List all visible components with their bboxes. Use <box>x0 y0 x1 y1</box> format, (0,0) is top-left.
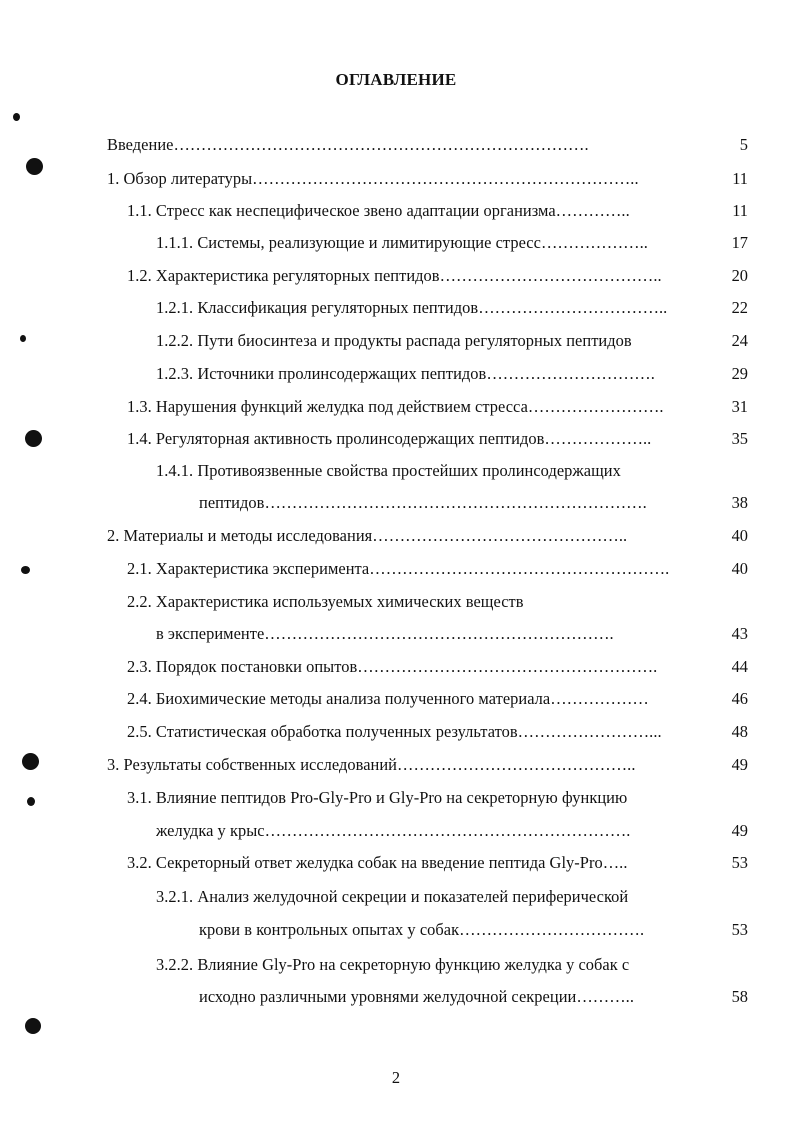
toc-entry-label: в эксперименте………………………………………………………. <box>156 624 614 643</box>
toc-entry-label: 1.2. Характеристика регуляторных пептидов………………………………….. <box>127 266 662 285</box>
toc-entry-page: 53 <box>731 853 748 872</box>
toc-entry-label: крови в контрольных опытах у собак……………………………. <box>199 920 645 939</box>
scan-speck <box>20 335 26 342</box>
toc-entry-page: 24 <box>731 331 748 350</box>
toc-entry-label: 1.3. Нарушения функций желудка под действием стресса……………………. <box>127 397 664 416</box>
toc-entry-page: 43 <box>731 624 748 643</box>
toc-entry-page: 17 <box>731 233 748 252</box>
toc-entry-page: 31 <box>731 397 748 416</box>
toc-entry-page: 11 <box>732 169 748 188</box>
toc-entry <box>0 886 792 910</box>
scan-speck <box>27 797 35 806</box>
toc-entry <box>0 820 792 844</box>
toc-entry-label: 2.1. Характеристика эксперимента………………………………………………. <box>127 559 670 578</box>
toc-entry-label: 1.2.1. Классификация регуляторных пептидов…………………………….. <box>156 298 668 317</box>
toc-entry <box>0 232 792 256</box>
toc-entry <box>0 297 792 321</box>
toc-entry <box>0 721 792 745</box>
toc-entry-label: 2.3. Порядок постановки опытов………………………………………………. <box>127 657 658 676</box>
toc-entry-page: 29 <box>731 364 748 383</box>
toc-entry-label: 1.1. Стресс как неспецифическое звено адаптации организма………….. <box>127 201 630 220</box>
punch-hole-mark <box>26 158 43 175</box>
toc-entry-page: 40 <box>731 559 748 578</box>
toc-entry <box>0 656 792 680</box>
page-number: 2 <box>391 1068 401 1087</box>
toc-entry-label: желудка у крыс…………………………………………………………. <box>156 821 631 840</box>
toc-entry <box>0 428 792 452</box>
toc-entry <box>0 265 792 289</box>
toc-entry <box>0 688 792 712</box>
toc-entry <box>0 623 792 647</box>
toc-entry-label: 3. Результаты собственных исследований…………………………………….. <box>107 755 636 774</box>
toc-entry-label: 3.2. Секреторный ответ желудка собак на введение пептида Gly-Pro….. <box>127 853 628 872</box>
toc-entry-page: 58 <box>731 987 748 1006</box>
toc-entry-label: 1. Обзор литературы…………………………………………………………….. <box>107 169 639 188</box>
toc-entry-label: 1.1.1. Системы, реализующие и лимитирующие стресс……………….. <box>156 233 648 252</box>
toc-entry <box>0 363 792 387</box>
toc-entry-page: 35 <box>731 429 748 448</box>
toc-entry-page: 48 <box>731 722 748 741</box>
toc-entry <box>0 787 792 811</box>
toc-entry-label: 3.2.1. Анализ желудочной секреции и показателей периферической <box>156 887 629 906</box>
toc-entry <box>0 134 792 158</box>
toc-entry <box>0 168 792 192</box>
toc-entry <box>0 919 792 943</box>
toc-entry-label: 2. Материалы и методы исследования……………………………………….. <box>107 526 628 545</box>
toc-entry-page: 22 <box>731 298 748 317</box>
toc-title: ОГЛАВЛЕНИЕ <box>335 70 457 89</box>
toc-entry <box>0 852 792 876</box>
toc-entry-page: 38 <box>731 493 748 512</box>
toc-entry-label: пептидов……………………………………………………………. <box>199 493 647 512</box>
toc-entry-page: 49 <box>731 821 748 840</box>
toc-entry <box>0 200 792 224</box>
scan-speck <box>13 113 20 121</box>
toc-entry-label: 3.2.2. Влияние Gly-Pro на секреторную функцию желудка у собак с <box>156 955 630 974</box>
toc-entry <box>0 954 792 978</box>
toc-entry <box>0 492 792 516</box>
toc-entry-page: 44 <box>731 657 748 676</box>
toc-entry-label: 1.4. Регуляторная активность пролинсодержащих пептидов……………….. <box>127 429 652 448</box>
toc-entry-label: 3.1. Влияние пептидов Pro-Gly-Pro и Gly-Pro на секреторную функцию <box>127 788 628 807</box>
toc-entry-page: 53 <box>731 920 748 939</box>
toc-entry-page: 49 <box>731 755 748 774</box>
toc-entry <box>0 330 792 354</box>
toc-entry-label: Введение…………………………………………………………………. <box>107 135 589 154</box>
toc-entry-label: 2.5. Статистическая обработка полученных результатов……………………... <box>127 722 662 741</box>
toc-entry <box>0 558 792 582</box>
toc-entry-label: 1.2.2. Пути биосинтеза и продукты распада регуляторных пептидов <box>156 331 632 350</box>
toc-entry-label: исходно различными уровнями желудочной секреции……….. <box>199 987 634 1006</box>
toc-entry-page: 11 <box>732 201 748 220</box>
punch-hole-mark <box>25 430 42 447</box>
toc-entry <box>0 460 792 484</box>
toc-entry <box>0 986 792 1010</box>
toc-entry-page: 5 <box>739 135 748 154</box>
toc-entry-page: 46 <box>731 689 748 708</box>
toc-entry-label: 2.4. Биохимические методы анализа полученного материала……………… <box>127 689 649 708</box>
punch-hole-mark <box>25 1018 41 1034</box>
toc-entry <box>0 591 792 615</box>
toc-entry <box>0 754 792 778</box>
toc-entry <box>0 396 792 420</box>
toc-entry-label: 2.2. Характеристика используемых химических веществ <box>127 592 524 611</box>
punch-hole-mark <box>22 753 39 770</box>
toc-entry <box>0 525 792 549</box>
toc-entry-page: 20 <box>731 266 748 285</box>
toc-entry-page: 40 <box>731 526 748 545</box>
toc-entry-label: 1.2.3. Источники пролинсодержащих пептидов…………………………. <box>156 364 655 383</box>
toc-entry-label: 1.4.1. Противоязвенные свойства простейших пролинсодержащих <box>156 461 621 480</box>
scan-speck <box>21 566 30 574</box>
